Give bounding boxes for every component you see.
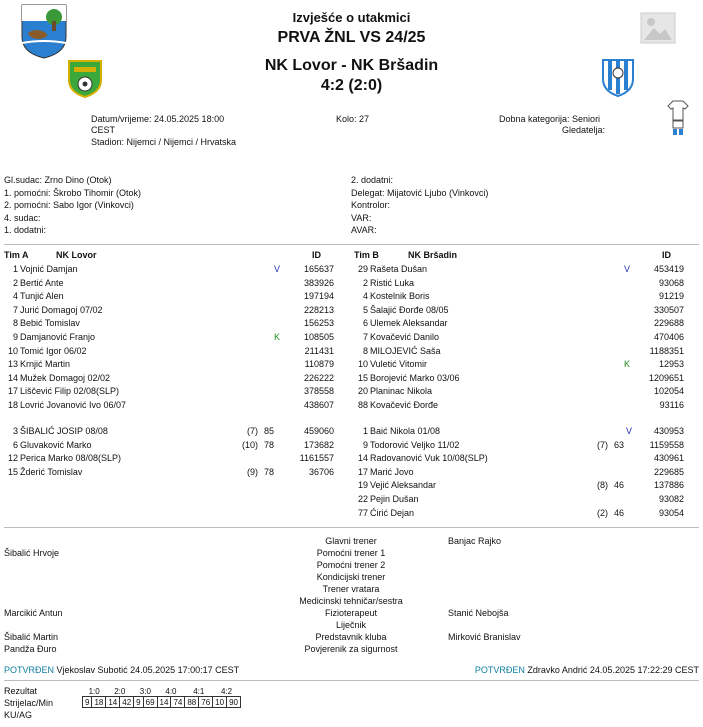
official-right: 2. dodatni: xyxy=(351,175,394,185)
player-name: Ćirić Dejan xyxy=(370,507,415,518)
player-id: 137886 xyxy=(653,480,684,491)
official-right: AVAR: xyxy=(351,225,377,235)
player-name: Vuletić Vitomir xyxy=(370,359,428,370)
goal-minute: 69 xyxy=(143,697,157,708)
player-number: 17 xyxy=(357,466,368,477)
player-name: Perica Marko 08/08(SLP) xyxy=(20,453,122,464)
player-number: 14 xyxy=(357,453,368,464)
player-number: 10 xyxy=(357,359,368,370)
sub-replaced: (10) xyxy=(241,439,258,450)
official-left: Gl.sudac: Zrno Dino (Otok) xyxy=(4,175,112,185)
staff-role: Liječnik xyxy=(335,620,366,630)
player-name: Ulemek Aleksandar xyxy=(370,318,448,329)
player-id: 36706 xyxy=(308,466,334,477)
player-id: 93054 xyxy=(658,507,684,518)
player-number: 7 xyxy=(362,332,368,342)
player-name: Borojević Marko 03/06 xyxy=(370,372,460,383)
staff-team-a: Šibalić Hrvoje xyxy=(4,548,60,558)
player-number: 4 xyxy=(12,291,18,302)
score-step: 4:1 xyxy=(193,686,205,696)
staff-role: Glavni trener xyxy=(325,536,377,546)
player-number: 13 xyxy=(7,359,18,370)
sub-replaced: (7) xyxy=(247,426,258,436)
player-name: Kovačević Danilo xyxy=(370,332,440,342)
player-id: 12953 xyxy=(658,359,684,370)
staff-team-b: Banjac Rajko xyxy=(448,536,502,546)
player-name: Radovanović Vuk 10/08(SLP) xyxy=(370,453,488,464)
match-datetime: Datum/vrijeme: 24.05.2025 18:00 xyxy=(91,114,225,124)
sub-replaced: (2) xyxy=(597,507,608,518)
team-a-id-header: ID xyxy=(312,250,321,260)
player-name: Bebić Tomislav xyxy=(20,318,80,329)
player-id: 1161557 xyxy=(299,453,334,464)
player-id: 173682 xyxy=(303,439,334,450)
player-name: MILOJEVIĆ Saša xyxy=(370,345,441,356)
scorer-number: 9 xyxy=(134,697,143,708)
player-name: Damjanović Franjo xyxy=(20,332,96,342)
player-name: Kostelnik Boris xyxy=(370,291,430,302)
player-id: 470406 xyxy=(653,332,684,342)
player-number: 29 xyxy=(357,264,368,274)
divider xyxy=(4,527,699,528)
player-number: 18 xyxy=(7,400,18,410)
player-name: Vejić Aleksandar xyxy=(370,480,437,491)
player-id: 93082 xyxy=(658,494,684,504)
player-number: 9 xyxy=(12,332,18,342)
player-name: Marić Jovo xyxy=(370,466,414,477)
player-name: Tunjić Alen xyxy=(20,291,64,302)
staff-role: Fizioterapeut xyxy=(324,608,378,618)
player-name: Lovrić Jovanović Ivo 06/07 xyxy=(20,400,127,410)
stadium-label: Stadion: Nijemci / Nijemci / Hrvatska xyxy=(91,137,237,147)
score-step: 2:0 xyxy=(114,686,126,696)
sub-minute: 46 xyxy=(613,480,624,491)
score-step: 3:0 xyxy=(139,686,151,696)
scorer-number: 9 xyxy=(83,697,92,708)
player-id: 1159558 xyxy=(649,439,684,450)
player-number: 8 xyxy=(12,318,18,329)
sub-replaced: (9) xyxy=(247,466,258,477)
player-name: Liščević Filip 02/08(SLP) xyxy=(20,386,120,397)
match-title: NK Lovor - NK Bršadin xyxy=(264,57,439,74)
player-number: 15 xyxy=(7,466,18,477)
league-title: PRVA ŽNL VS 24/25 xyxy=(277,29,426,46)
confirm-right-text: Zdravko Andrić 24.05.2025 17:22:29 CEST xyxy=(527,665,699,675)
player-name: Planinac Nikola xyxy=(370,386,433,397)
player-number: 1 xyxy=(362,426,368,436)
staff-role: Trener vratara xyxy=(322,584,380,594)
official-left: 1. dodatni: xyxy=(4,225,47,235)
player-number: 8 xyxy=(362,345,368,356)
player-number: 4 xyxy=(362,291,368,302)
player-role-mark: K xyxy=(624,359,631,370)
player-id: 108505 xyxy=(303,332,334,342)
player-role-mark: V xyxy=(274,264,281,274)
player-number: 10 xyxy=(7,345,18,356)
scorer-number: 14 xyxy=(157,697,171,708)
goal-minute: 18 xyxy=(92,697,106,708)
player-id: 91219 xyxy=(658,291,684,302)
sub-replaced: V xyxy=(625,426,632,436)
staff-role: Predstavnik kluba xyxy=(315,632,387,642)
sub-replaced: (8) xyxy=(597,480,608,491)
player-name: ŠIBALIĆ JOSIP 08/08 xyxy=(20,426,108,436)
confirm-left xyxy=(4,665,239,675)
staff-team-a: Pandža Đuro xyxy=(4,644,57,654)
staff-role: Povjerenik za sigurnost xyxy=(304,644,398,654)
scorer-number: 14 xyxy=(106,697,120,708)
player-number: 14 xyxy=(7,372,18,383)
player-role-mark: V xyxy=(624,264,631,274)
match-result: 4:2 (2:0) xyxy=(320,77,383,94)
score-step: 4:0 xyxy=(165,686,177,696)
player-name: Žderić Tomislav xyxy=(20,466,83,477)
kit-icon xyxy=(667,100,689,136)
goal-minute: 90 xyxy=(227,697,241,708)
staff-role: Pomoćni trener 2 xyxy=(316,560,386,570)
staff-team-a: Šibalić Martin xyxy=(4,632,59,642)
team-b-name: NK Bršadin xyxy=(408,250,458,260)
staff-role: Pomoćni trener 1 xyxy=(316,548,386,558)
player-name: Vojnić Damjan xyxy=(20,264,78,274)
category-label: Dobna kategorija: Seniori xyxy=(499,114,601,124)
player-number: 7 xyxy=(12,304,18,315)
player-name: Bertić Ante xyxy=(20,277,64,288)
divider xyxy=(4,244,699,245)
player-id: 102054 xyxy=(653,386,684,397)
player-id: 110879 xyxy=(304,359,334,370)
score-step: 1:0 xyxy=(88,686,100,696)
player-id: 430953 xyxy=(653,426,684,436)
player-name: Rašeta Dušan xyxy=(370,264,428,274)
official-right: Kontrolor: xyxy=(351,200,391,210)
player-id: 93068 xyxy=(658,277,684,288)
goal-minute: 76 xyxy=(199,697,213,708)
player-name: Baić Nikola 01/08 xyxy=(370,426,441,436)
player-number: 20 xyxy=(357,386,368,397)
timezone-label: CEST xyxy=(91,125,116,135)
team-b-id-header: ID xyxy=(662,250,671,260)
sub-minute: 78 xyxy=(263,466,274,477)
player-id: 430961 xyxy=(653,453,684,464)
team-b-label: Tim B xyxy=(354,250,379,260)
sub-minute: 63 xyxy=(613,439,624,450)
player-id: 226222 xyxy=(303,372,334,383)
score-scorer-label: Strijelac/Min xyxy=(4,698,54,708)
sub-replaced: (7) xyxy=(597,439,608,450)
player-number: 3 xyxy=(12,426,18,436)
player-name: Pejin Dušan xyxy=(370,494,419,504)
player-number: 88 xyxy=(357,400,368,410)
sub-minute: 78 xyxy=(263,439,274,450)
player-id: 229685 xyxy=(653,466,684,477)
confirm-right xyxy=(475,665,699,675)
player-name: Todorović Veljko 11/02 xyxy=(370,439,460,450)
staff-role: Kondicijski trener xyxy=(316,572,386,582)
team-a-name: NK Lovor xyxy=(56,250,97,260)
player-number: 9 xyxy=(362,439,368,450)
player-id: 156253 xyxy=(303,318,334,329)
player-number: 19 xyxy=(357,480,368,491)
score-table xyxy=(82,686,241,708)
player-name: Kovačević Đorđe xyxy=(370,400,439,410)
spectators-label: Gledatelja: xyxy=(562,125,606,135)
player-name: Jurić Domagoj 07/02 xyxy=(20,304,103,315)
staff-role: Medicinski tehničar/sestra xyxy=(299,596,403,606)
scorer-number: 88 xyxy=(185,697,199,708)
player-id: 211431 xyxy=(304,345,334,356)
player-id: 228213 xyxy=(303,304,334,315)
team-a-label: Tim A xyxy=(4,250,29,260)
player-role-mark: K xyxy=(274,332,281,342)
player-id: 165637 xyxy=(303,264,334,274)
scorer-number: 10 xyxy=(213,697,227,708)
player-id: 330507 xyxy=(653,304,684,315)
player-name: Mužek Domagoj 02/02 xyxy=(20,372,111,383)
score-result-label: Rezultat xyxy=(4,686,38,696)
report-title: Izvješće o utakmici xyxy=(292,10,411,25)
player-number: 2 xyxy=(12,277,18,288)
staff-team-a: Marcikić Antun xyxy=(4,608,63,618)
player-name: Gluvaković Marko xyxy=(20,439,92,450)
official-left: 2. pomoćni: Sabo Igor (Vinkovci) xyxy=(4,200,134,210)
official-right: Delegat: Mijatović Ljubo (Vinkovci) xyxy=(351,187,489,198)
staff-team-b: Mirković Branislav xyxy=(448,632,521,642)
player-number: 6 xyxy=(362,318,368,329)
player-id: 197194 xyxy=(303,291,334,302)
sub-minute: 85 xyxy=(263,426,274,436)
official-left: 1. pomoćni: Škrobo Tihomir (Otok) xyxy=(4,187,142,198)
player-number: 15 xyxy=(357,372,368,383)
score-step: 4:2 xyxy=(221,686,233,696)
player-number: 5 xyxy=(362,304,368,315)
confirm-left-text: Vjekoslav Subotić 24.05.2025 17:00:17 CEST xyxy=(56,665,240,675)
player-name: Šalajić Đorđe 08/05 xyxy=(370,304,449,315)
goal-minute: 74 xyxy=(171,697,185,708)
confirm-right-status: POTVRĐEN xyxy=(474,665,525,675)
goal-minute: 42 xyxy=(120,697,134,708)
round-label: Kolo: 27 xyxy=(336,114,370,124)
player-number: 22 xyxy=(357,494,368,504)
player-number: 1 xyxy=(12,264,18,274)
player-id: 459060 xyxy=(303,426,334,436)
player-id: 453419 xyxy=(653,264,684,274)
player-name: Tomić Igor 06/02 xyxy=(20,345,87,356)
player-id: 378558 xyxy=(303,386,334,397)
player-number: 6 xyxy=(12,439,18,450)
player-id: 229688 xyxy=(653,318,684,329)
player-number: 2 xyxy=(362,277,368,288)
player-number: 17 xyxy=(7,386,18,397)
score-ku-label: KU/AG xyxy=(4,710,33,720)
player-id: 1209651 xyxy=(648,372,684,383)
player-number: 12 xyxy=(7,453,18,464)
player-id: 93116 xyxy=(659,400,684,410)
sub-minute: 46 xyxy=(613,507,624,518)
player-number: 77 xyxy=(357,507,368,518)
player-name: Krnjić Martin xyxy=(20,359,71,370)
player-id: 1188351 xyxy=(649,345,684,356)
divider xyxy=(4,680,699,681)
official-left: 4. sudac: xyxy=(4,212,41,223)
confirm-left-status: POTVRĐEN xyxy=(4,665,55,675)
official-right: VAR: xyxy=(351,212,372,223)
player-id: 438607 xyxy=(303,400,334,410)
player-name: Ristić Luka xyxy=(370,277,415,288)
staff-team-b: Stanić Nebojša xyxy=(448,608,509,618)
player-id: 383926 xyxy=(303,277,334,288)
